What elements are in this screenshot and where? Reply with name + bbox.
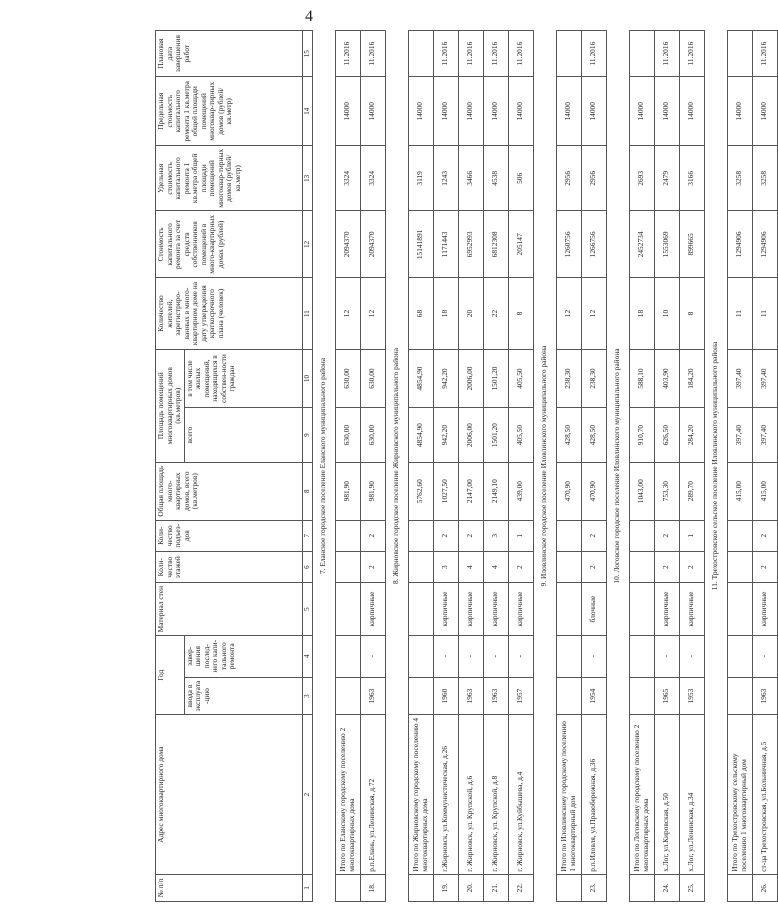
cell-c8: 470,90	[556, 462, 581, 520]
cell-c12: 6812308	[483, 211, 508, 278]
cell-c15: 11.2016	[360, 31, 385, 77]
col-limit-cost-header: Предельная стоимость капитального ремонта 1 кв.метра общей площади помещений многоквар-тирных домов (рублей/кв.метр)	[156, 77, 303, 146]
cell-c10: 184,20	[679, 349, 704, 408]
cell-c2: Итого по Иловлинскому городскому поселению 1 многоквартирный дом	[556, 715, 581, 874]
column-number-cell: 12	[302, 211, 312, 278]
column-numbers-row	[302, 31, 312, 902]
cell-c11: 11	[752, 278, 777, 349]
cell-c6: 2	[752, 551, 777, 582]
section-heading-row	[312, 31, 335, 902]
cell-c11: 18	[433, 278, 458, 349]
rotated-table-wrapper	[155, 30, 769, 902]
section-heading-row	[533, 31, 556, 902]
cell-c9: 397,40	[752, 408, 777, 463]
column-number-cell: 3	[302, 677, 312, 715]
cell-c4: -	[360, 635, 385, 677]
cell-c5	[727, 583, 752, 635]
cell-c13: 1243	[433, 146, 458, 211]
cell-c8: 415,00	[752, 462, 777, 520]
cell-c10: 238,30	[556, 349, 581, 408]
cell-c3: 1960	[433, 677, 458, 715]
cell-c10: 2006,00	[458, 349, 483, 408]
cell-c14: 14000	[556, 77, 581, 146]
cell-c13: 2956	[556, 146, 581, 211]
cell-c2: Итого по Жирновскому городскому поселению 4 многоквартирных дома	[408, 715, 433, 874]
cell-c5	[335, 583, 360, 635]
cell-c11: 8	[679, 278, 704, 349]
col-year-header: Год	[156, 635, 185, 715]
section-heading-row	[385, 31, 408, 902]
cell-c11: 8	[508, 278, 533, 349]
cell-c7: 2	[654, 520, 679, 551]
cell-c7: 1	[679, 520, 704, 551]
cell-c3: 1953	[679, 677, 704, 715]
cell-c15: 11.2016	[581, 31, 606, 77]
cell-c11: 12	[360, 278, 385, 349]
cell-c2: Итого по Еланскому городскому поселению 2 многоквартирных дома	[335, 715, 360, 874]
cell-c8: 289,70	[679, 462, 704, 520]
table-row	[679, 31, 704, 902]
column-number-cell: 9	[302, 408, 312, 463]
cell-c13: 3119	[408, 146, 433, 211]
cell-c7: 2	[360, 520, 385, 551]
cell-c1	[408, 874, 433, 901]
cell-c10: 397,40	[727, 349, 752, 408]
cell-c6	[556, 551, 581, 582]
col-number-header: № п/п	[156, 874, 303, 901]
cell-c7	[335, 520, 360, 551]
column-number-cell: 1	[302, 874, 312, 901]
cell-c4: -	[483, 635, 508, 677]
cell-c7: 2	[752, 520, 777, 551]
cell-c7	[629, 520, 654, 551]
cell-c14: 14000	[458, 77, 483, 146]
cell-c5: кирпичные	[508, 583, 533, 635]
cell-c13: 3166	[679, 146, 704, 211]
cell-c11: 11	[727, 278, 752, 349]
table-row	[433, 31, 458, 902]
cell-c14: 14000	[629, 77, 654, 146]
cell-c2: р.п.Елань, ул.Ленинская, д.72	[360, 715, 385, 874]
cell-c1: 26.	[752, 874, 777, 901]
col-area-all-header: всего	[184, 408, 302, 463]
cell-c10: 403,90	[654, 349, 679, 408]
cell-c6: 2	[360, 551, 385, 582]
table-row	[458, 31, 483, 902]
column-number-cell: 5	[302, 583, 312, 635]
subtotal-row	[556, 31, 581, 902]
cell-c13: 3258	[752, 146, 777, 211]
cell-c12: 1171443	[433, 211, 458, 278]
cell-c10: 630,00	[360, 349, 385, 408]
col-premises-area-header: Площадь помещений многоквартирных домов (кв.метров)	[156, 349, 185, 462]
col-last-repair-header: завер-шения послед-него капи-тального ремонта	[184, 635, 302, 677]
cell-c7: 1	[508, 520, 533, 551]
cell-c5: кирпичные	[458, 583, 483, 635]
cell-c14: 14000	[581, 77, 606, 146]
cell-c9: 630,00	[335, 408, 360, 463]
cell-c11: 20	[458, 278, 483, 349]
cell-c10: 4854,90	[408, 349, 433, 408]
cell-c9: 626,50	[654, 408, 679, 463]
cell-c2: Итого по Логовскому городскому поселению 2 многоквартирных дома	[629, 715, 654, 874]
table-row	[483, 31, 508, 902]
cell-c5: блочные	[581, 583, 606, 635]
cell-c8: 2149,10	[483, 462, 508, 520]
cell-c10: 942,20	[433, 349, 458, 408]
cell-c9: 630,00	[360, 408, 385, 463]
cell-c7: 2	[433, 520, 458, 551]
cell-c1	[556, 874, 581, 901]
cell-c3	[335, 677, 360, 715]
cell-c14: 14000	[679, 77, 704, 146]
column-number-cell: 13	[302, 146, 312, 211]
cell-c7	[408, 520, 433, 551]
cell-c14: 14000	[727, 77, 752, 146]
cell-c8: 753,30	[654, 462, 679, 520]
cell-c9: 1501,20	[483, 408, 508, 463]
cell-c1: 18.	[360, 874, 385, 901]
cell-c10: 238,30	[581, 349, 606, 408]
cell-c9: 428,50	[581, 408, 606, 463]
cell-c3	[629, 677, 654, 715]
column-number-cell: 7	[302, 520, 312, 551]
cell-c3: 1957	[508, 677, 533, 715]
cell-c13: 3324	[360, 146, 385, 211]
cell-c13: 3324	[335, 146, 360, 211]
column-number-cell: 8	[302, 462, 312, 520]
section-heading: 7. Еланское городское поселение Еланского муниципального района	[312, 31, 335, 902]
cell-c12: 1266756	[581, 211, 606, 278]
cell-c11: 22	[483, 278, 508, 349]
table-row	[581, 31, 606, 902]
cell-c10: 1501,20	[483, 349, 508, 408]
cell-c14: 14000	[433, 77, 458, 146]
cell-c6: 4	[458, 551, 483, 582]
subtotal-row	[408, 31, 433, 902]
cell-c12: 1294906	[752, 211, 777, 278]
table-row	[752, 31, 777, 902]
cell-c14: 14000	[654, 77, 679, 146]
cell-c4: -	[458, 635, 483, 677]
cell-c8: 2147,00	[458, 462, 483, 520]
column-number-cell: 10	[302, 349, 312, 408]
col-unit-cost-header: Удельная стоимость капитального ремонта 1 кв.метра общей площади помещений многоквар-тирных домов (рублей/кв.метр)	[156, 146, 303, 211]
cell-c9: 405,50	[508, 408, 533, 463]
col-wall-material-header: Материал стен	[156, 583, 303, 635]
cell-c12: 899665	[679, 211, 704, 278]
section-heading-row	[606, 31, 629, 902]
col-address-header: Адрес многоквартирного дома	[156, 715, 303, 874]
cell-c4	[556, 635, 581, 677]
column-number-cell: 11	[302, 278, 312, 349]
cell-c1: 25.	[679, 874, 704, 901]
col-area-owned-header: в том числе жилых помещений, находящихся в собствен-ности граждан	[184, 349, 302, 408]
cell-c9: 910,70	[629, 408, 654, 463]
cell-c1	[629, 874, 654, 901]
cell-c14: 14000	[508, 77, 533, 146]
cell-c6	[629, 551, 654, 582]
col-residents-header: Количество жителей, зарегистриро-ванных в много-квартирном доме на дату утверждения краткосрочного плана (человек)	[156, 278, 303, 349]
cell-c11: 12	[556, 278, 581, 349]
cell-c12: 15141891	[408, 211, 433, 278]
cell-c4	[408, 635, 433, 677]
subtotal-row	[629, 31, 654, 902]
cell-c10: 630,00	[335, 349, 360, 408]
cell-c12: 205147	[508, 211, 533, 278]
cell-c13: 506	[508, 146, 533, 211]
col-repair-cost-header: Стоимость капитального ремонта за счет средств собственников помещений в много-квартирных домах (рублей)	[156, 211, 303, 278]
cell-c5	[408, 583, 433, 635]
cell-c12: 1553069	[654, 211, 679, 278]
section-heading-row	[704, 31, 727, 902]
cell-c6: 3	[433, 551, 458, 582]
cell-c15: 11.2016	[752, 31, 777, 77]
col-floors-header: Коли-чество этажей	[156, 551, 303, 582]
column-number-cell: 6	[302, 551, 312, 582]
cell-c3: 1963	[483, 677, 508, 715]
cell-c4: -	[433, 635, 458, 677]
cell-c5: кирпичные	[433, 583, 458, 635]
column-number-cell: 2	[302, 715, 312, 874]
cell-c12: 2094370	[360, 211, 385, 278]
cell-c13: 3258	[727, 146, 752, 211]
cell-c2: г.Жирновск, ул.Коммунистическая, д.26	[433, 715, 458, 874]
cell-c7: 3	[483, 520, 508, 551]
cell-c4: -	[679, 635, 704, 677]
cell-c15	[629, 31, 654, 77]
cell-c11: 18	[629, 278, 654, 349]
subtotal-row	[727, 31, 752, 902]
cell-c4	[629, 635, 654, 677]
cell-c7: 2	[581, 520, 606, 551]
cell-c8: 1043,00	[629, 462, 654, 520]
cell-c4	[727, 635, 752, 677]
cell-c4: -	[654, 635, 679, 677]
cell-c3: 1965	[654, 677, 679, 715]
column-number-cell: 14	[302, 77, 312, 146]
col-completion-date-header: Плановая дата завершения работ	[156, 31, 303, 77]
cell-c15: 11.2016	[679, 31, 704, 77]
cell-c6	[727, 551, 752, 582]
cell-c9: 942,20	[433, 408, 458, 463]
cell-c6: 2	[654, 551, 679, 582]
cell-c13: 2956	[581, 146, 606, 211]
cell-c10: 397,40	[752, 349, 777, 408]
cell-c5: кирпичные	[483, 583, 508, 635]
cell-c8: 5762,60	[408, 462, 433, 520]
cell-c14: 14000	[335, 77, 360, 146]
cell-c1	[727, 874, 752, 901]
table-row	[360, 31, 385, 902]
col-commissioning-header: ввода в эксплуата-цию	[184, 677, 302, 715]
cell-c5	[556, 583, 581, 635]
cell-c8: 415,00	[727, 462, 752, 520]
cell-c15	[408, 31, 433, 77]
section-heading: 9. Иловлинское городское поселение Иловлинского муниципального района	[533, 31, 556, 902]
cell-c10: 405,50	[508, 349, 533, 408]
cell-c13: 3466	[458, 146, 483, 211]
table-row	[508, 31, 533, 902]
header-row-1	[156, 31, 185, 902]
subtotal-row	[335, 31, 360, 902]
cell-c14: 14000	[360, 77, 385, 146]
page-number: 4	[305, 8, 313, 25]
cell-c8: 981,90	[360, 462, 385, 520]
cell-c9: 2006,00	[458, 408, 483, 463]
cell-c8: 981,90	[335, 462, 360, 520]
cell-c12: 1294906	[727, 211, 752, 278]
cell-c12: 2094370	[335, 211, 360, 278]
cell-c11: 68	[408, 278, 433, 349]
cell-c13: 2693	[629, 146, 654, 211]
cell-c7	[556, 520, 581, 551]
cell-c15: 11.2016	[508, 31, 533, 77]
cell-c6	[408, 551, 433, 582]
cell-c6: 2	[508, 551, 533, 582]
cell-c1: 20.	[458, 874, 483, 901]
cell-c9: 4854,90	[408, 408, 433, 463]
cell-c3: 1963	[458, 677, 483, 715]
cell-c3: 1963	[360, 677, 385, 715]
column-number-cell: 15	[302, 31, 312, 77]
cell-c4: -	[508, 635, 533, 677]
cell-c7: 2	[458, 520, 483, 551]
cell-c14: 14000	[752, 77, 777, 146]
cell-c15: 11.2016	[483, 31, 508, 77]
cell-c15: 11.2016	[458, 31, 483, 77]
cell-c6: 4	[483, 551, 508, 582]
repair-plan-table	[155, 30, 778, 902]
cell-c5: кирпичные	[752, 583, 777, 635]
cell-c14: 14000	[408, 77, 433, 146]
cell-c10: 588,10	[629, 349, 654, 408]
cell-c12: 2452734	[629, 211, 654, 278]
cell-c4: -	[752, 635, 777, 677]
cell-c2: г. Жирновск, ул. Крупской, д.8	[483, 715, 508, 874]
cell-c13: 4538	[483, 146, 508, 211]
cell-c15	[556, 31, 581, 77]
cell-c9: 397,40	[727, 408, 752, 463]
cell-c5: кирпичные	[654, 583, 679, 635]
cell-c5: кирпичные	[679, 583, 704, 635]
cell-c6	[335, 551, 360, 582]
cell-c4	[335, 635, 360, 677]
section-heading: 8. Жирновское городское поселение Жирновского муниципального района	[385, 31, 408, 902]
cell-c6: 2	[581, 551, 606, 582]
cell-c15	[727, 31, 752, 77]
cell-c2: р.п.Иловля, ул.Правобережная, д.36	[581, 715, 606, 874]
cell-c13: 2479	[654, 146, 679, 211]
cell-c5	[629, 583, 654, 635]
col-entrances-header: Коли-чество подъез-дов	[156, 520, 303, 551]
cell-c2: х.Лог, ул.Ленинская, д.34	[679, 715, 704, 874]
section-heading: 10. Логовское городское поселение Иловлинского муниципального района	[606, 31, 629, 902]
cell-c9: 428,50	[556, 408, 581, 463]
cell-c2: г. Жирновск, ул.Куйбышева, д.4	[508, 715, 533, 874]
cell-c3	[408, 677, 433, 715]
cell-c3	[556, 677, 581, 715]
cell-c1: 22.	[508, 874, 533, 901]
cell-c3: 1954	[581, 677, 606, 715]
cell-c11: 12	[581, 278, 606, 349]
cell-c11: 10	[654, 278, 679, 349]
cell-c1	[335, 874, 360, 901]
cell-c2: Итого по Трехостровскому сельскому поселению 1 многоквартирный дом	[727, 715, 752, 874]
cell-c3: 1963	[752, 677, 777, 715]
cell-c8: 470,90	[581, 462, 606, 520]
col-total-area-header: Общая площадь много-квартирных домов, всего (кв.метров)	[156, 462, 303, 520]
cell-c4: -	[581, 635, 606, 677]
cell-c1: 24.	[654, 874, 679, 901]
cell-c15: 11.2016	[654, 31, 679, 77]
table-body	[312, 31, 777, 902]
cell-c7	[727, 520, 752, 551]
cell-c15: 11.2016	[433, 31, 458, 77]
cell-c1: 21.	[483, 874, 508, 901]
cell-c15: 11.2016	[335, 31, 360, 77]
cell-c1: 23.	[581, 874, 606, 901]
column-number-cell: 4	[302, 635, 312, 677]
cell-c3	[727, 677, 752, 715]
cell-c12: 1260756	[556, 211, 581, 278]
cell-c2: г. Жирновск, ул. Крупской, д.6	[458, 715, 483, 874]
cell-c6: 2	[679, 551, 704, 582]
cell-c11: 12	[335, 278, 360, 349]
table-row	[654, 31, 679, 902]
cell-c8: 439,00	[508, 462, 533, 520]
cell-c1: 19.	[433, 874, 458, 901]
cell-c12: 6952993	[458, 211, 483, 278]
cell-c2: ст-ца Трехостровская, ул.Больничная, д.5	[752, 715, 777, 874]
cell-c5: кирпичные	[360, 583, 385, 635]
cell-c2: х.Лог, ул.Кировская, д.50	[654, 715, 679, 874]
cell-c14: 14000	[483, 77, 508, 146]
cell-c9: 284,20	[679, 408, 704, 463]
cell-c8: 1027,50	[433, 462, 458, 520]
section-heading: 11. Трехостровское сельское поселение Иловлинского муниципального района	[704, 31, 727, 902]
